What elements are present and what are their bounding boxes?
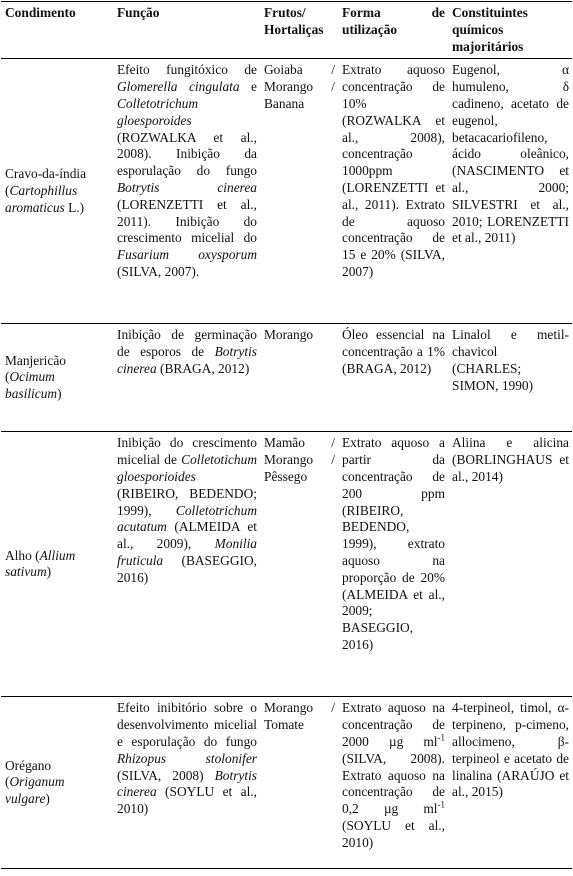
cell-condimento [1,697,113,869]
text-run: (BRAGA, 2012) [156,360,250,376]
cell-forma [338,697,448,869]
header-condimento: Condimento [5,5,76,20]
table-row [1,697,572,869]
scientific-name: Colletotrichum acutatum [117,502,257,535]
text-run: Efeito inibitório sobre o desenvolvimento micelial e esporulação do fungo [117,700,257,749]
text-run: (SOYLU et al., 2010) [342,817,445,850]
cond-name: Cravo-da-índia ( [5,166,87,198]
cond-scientific-name: Allium sativum [5,547,76,580]
scientific-name: Rhizopus stolonifer [117,750,257,766]
text-run: (ALMEIDA et al., 2009), [117,519,257,552]
scientific-name: Botrytis cinerea [117,179,257,195]
cond-tail: ) [45,791,50,807]
cell-funcao [113,697,260,869]
header-forma-w1: Forma [342,5,381,20]
text-run: Extrato aquoso na concentração de 2000 µg ml [342,700,445,749]
cell-constituintes: 4-terpineol, timol, α-terpineno, p-cimeno, allocimeno, β-terpineol e acetato de linalina (ARAÚJO et al., 2015) [452,700,569,800]
scientific-name: Botrytis cinerea [117,344,257,376]
text-run: (SOYLU et al., 2010) [117,784,257,817]
cell-frutos: Morango / Tomate [264,700,335,733]
text-run: (SILVA, 2007). [117,263,200,279]
scientific-name: Colletotrichum gloesporoides [117,95,199,128]
cond-tail: ) [57,386,62,402]
cell-frutos: Mamão / Morango / Pêssego [264,435,335,484]
cell-frutos: Morango [264,327,314,343]
text-run: Inibição de germinação de esporos de [117,327,257,360]
cell-constituintes: Eugenol, α humuleno, δ cadineno, acetato de eugenol, betacacariofileno, ácido oleânico, (NASCIMENTO et al., 2000; SILVESTRI et al., 2010; LORENZETTI et al., 2011) [452,62,569,246]
cell-forma: Extrato aquoso concentração de 10% (ROZWALKA et al., 2008), concentração 1000ppm (LORENZETTI et al., 2011). Extrato de aquoso concentração de 15 e 20% (SILVA, 2007) [342,62,445,279]
cond-scientific-name: Cartophillus aromaticus [5,182,78,215]
header-const-l1: Constituintes [452,5,528,20]
cond-name: Orégano ( [5,757,52,790]
text-run: (LORENZETTI et al., 2011). Inibição do crescimento micelial do [117,196,257,246]
cell-funcao [113,59,260,324]
scientific-name: Fusarium oxysporum [117,247,257,263]
scientific-name: Colletotichum gloesporioides [117,452,257,484]
header-funcao: Função [117,5,160,20]
header-frutos-l2: Hortaliças [264,21,324,37]
table-row [1,324,572,432]
header-forma-l2: utilização [342,21,398,37]
header-forma [338,2,448,59]
cond-scientific-name: Ocimum basilicum [5,369,58,402]
text-run: Efeito fungitóxico de [117,62,257,78]
header-forma-w2: de [431,5,445,20]
cell-constituintes: Linalol e metil-chavicol (CHARLES; SIMON, 1990) [452,327,569,393]
cell-funcao [113,324,260,432]
cond-name: Manjericão ( [5,352,66,385]
cond-scientific-name: Origanum vulgare [5,774,65,807]
table-header-row [1,2,572,59]
cell-funcao [113,432,260,697]
cell-constituintes: Aliina e alicina (BORLINGHAUS et al., 2014) [452,435,569,484]
header-const-l3: majoritários [452,38,524,54]
table-row [1,59,572,324]
superscript: -1 [437,732,445,743]
text-run: (SILVA, 2008) [117,767,215,783]
cell-condimento [1,324,113,432]
cell-forma: Óleo essencial na concentração a 1% (BRAGA, 2012) [342,327,445,376]
superscript: -1 [437,799,445,810]
cell-condimento [1,432,113,697]
scientific-name: Botrytis cinerea [117,767,257,800]
text-run: (RIBEIRO, BEDENDO; 1999), [117,485,257,518]
cell-forma: Extrato aquoso a partir da concentração de 200 ppm (RIBEIRO, BEDENDO, 1999), extrato aquoso na proporção de 20% (ALMEIDA et al., 2009; BASEGGIO, 2016) [342,435,445,652]
cell-condimento [1,59,113,324]
scientific-name: Glomerella cingulata [117,79,240,95]
condiments-table [1,1,572,869]
text-run: e [239,79,257,95]
cond-name: Alho ( [5,547,40,563]
cell-frutos: Goiaba / Morango / Banana [264,62,335,111]
text-run: (BASEGGIO, 2016) [117,552,257,585]
cond-tail: L.) [64,199,85,215]
cond-tail: ) [46,564,52,580]
header-frutos [260,2,338,59]
table-row [1,432,572,697]
header-constituintes [448,2,572,59]
text-run: Inibição do crescimento micelial de [117,435,257,468]
header-frutos-l1: Frutos/ [264,5,306,20]
scientific-name: Monilia fruticula [117,536,257,568]
header-const-l2: químicos [452,21,504,37]
text-run: (SILVA, 2008). Extrato aquoso na concentração de 0,2 µg ml [342,750,445,817]
text-run: (ROZWALKA et al., 2008). Inibição da esporulação do fungo [117,129,257,179]
